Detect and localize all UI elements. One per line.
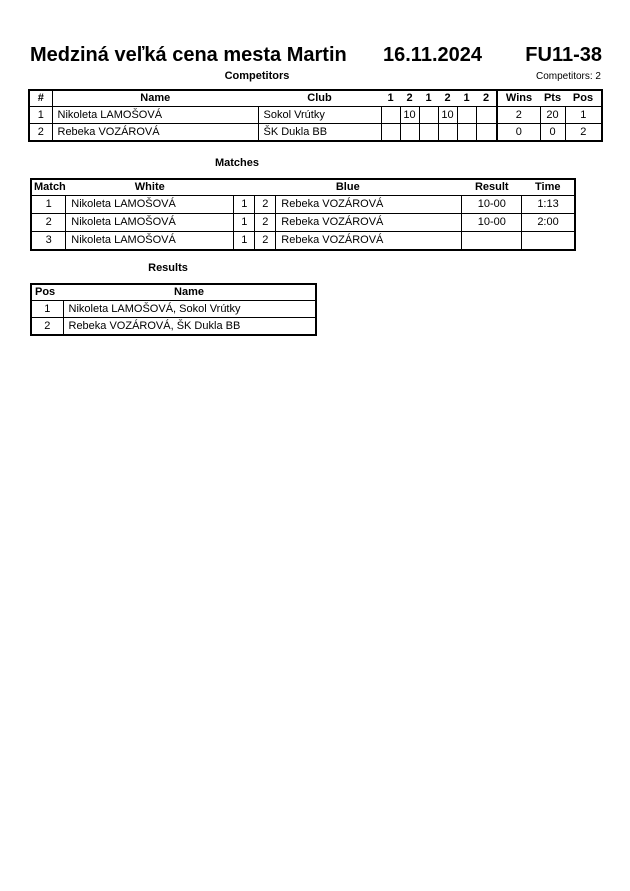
competitor-wins: 0 <box>497 124 540 142</box>
competitors-header-row <box>29 90 602 107</box>
col-white: White <box>66 179 234 196</box>
category-code: FU11-38 <box>525 44 602 66</box>
competitor-pts: 20 <box>540 107 565 124</box>
match-result: 10-00 <box>462 196 522 214</box>
game-score: 10 <box>400 107 419 124</box>
matches-header-row <box>31 179 575 196</box>
match-result <box>462 232 522 251</box>
tournament-title: Medziná veľká cena mesta Martin <box>30 44 347 66</box>
col-wins: Wins <box>497 90 540 107</box>
game-score <box>438 124 457 142</box>
col-club: Club <box>258 90 381 107</box>
col-game-4: 2 <box>438 90 457 107</box>
col-result: Result <box>462 179 522 196</box>
match-row <box>31 196 575 214</box>
match-number: 1 <box>31 196 66 214</box>
game-score <box>419 107 438 124</box>
blue-name: Rebeka VOZÁROVÁ <box>276 214 462 232</box>
result-row <box>31 318 316 336</box>
results-table <box>30 283 317 336</box>
game-score <box>400 124 419 142</box>
matches-heading: Matches <box>214 157 260 169</box>
result-pos: 2 <box>31 318 63 336</box>
competitor-club: ŠK Dukla BB <box>258 124 381 142</box>
col-match: Match <box>31 179 66 196</box>
col-pos: Pos <box>565 90 602 107</box>
blue-seed: 2 <box>255 232 276 251</box>
col-blue: Blue <box>234 179 462 196</box>
col-pts: Pts <box>540 90 565 107</box>
match-row <box>31 214 575 232</box>
competitor-club: Sokol Vrútky <box>258 107 381 124</box>
blue-seed: 2 <box>255 196 276 214</box>
col-num: # <box>29 90 52 107</box>
match-time: 2:00 <box>522 214 575 232</box>
match-number: 3 <box>31 232 66 251</box>
white-seed: 1 <box>234 214 255 232</box>
game-score <box>476 107 497 124</box>
competitor-num: 1 <box>29 107 52 124</box>
competitor-pts: 0 <box>540 124 565 142</box>
result-name: Rebeka VOZÁROVÁ, ŠK Dukla BB <box>63 318 316 336</box>
competitor-name: Rebeka VOZÁROVÁ <box>52 124 258 142</box>
col-pos: Pos <box>31 284 63 301</box>
competitors-table <box>28 89 603 142</box>
matches-table <box>30 178 576 251</box>
competitor-row <box>29 107 602 124</box>
col-game-6: 2 <box>476 90 497 107</box>
game-score <box>419 124 438 142</box>
white-name: Nikoleta LAMOŠOVÁ <box>66 196 234 214</box>
result-row <box>31 301 316 318</box>
col-name: Name <box>63 284 316 301</box>
game-score: 10 <box>438 107 457 124</box>
white-seed: 1 <box>234 232 255 251</box>
match-number: 2 <box>31 214 66 232</box>
competitor-name: Nikoleta LAMOŠOVÁ <box>52 107 258 124</box>
blue-seed: 2 <box>255 214 276 232</box>
game-score <box>457 124 476 142</box>
match-result: 10-00 <box>462 214 522 232</box>
col-game-1: 1 <box>381 90 400 107</box>
blue-name: Rebeka VOZÁROVÁ <box>276 232 462 251</box>
game-score <box>381 124 400 142</box>
game-score <box>476 124 497 142</box>
competitor-row <box>29 124 602 142</box>
results-header-row <box>31 284 316 301</box>
white-name: Nikoleta LAMOŠOVÁ <box>66 214 234 232</box>
results-heading: Results <box>148 262 188 274</box>
competitor-pos: 2 <box>565 124 602 142</box>
match-time <box>522 232 575 251</box>
tournament-date: 16.11.2024 <box>383 44 482 66</box>
competitors-heading: Competitors <box>224 70 290 82</box>
match-time: 1:13 <box>522 196 575 214</box>
col-game-5: 1 <box>457 90 476 107</box>
col-name: Name <box>52 90 258 107</box>
game-score <box>457 107 476 124</box>
col-game-2: 2 <box>400 90 419 107</box>
competitors-count: Competitors: 2 <box>535 71 601 82</box>
result-name: Nikoleta LAMOŠOVÁ, Sokol Vrútky <box>63 301 316 318</box>
white-seed: 1 <box>234 196 255 214</box>
competitor-num: 2 <box>29 124 52 142</box>
match-row <box>31 232 575 251</box>
blue-name: Rebeka VOZÁROVÁ <box>276 196 462 214</box>
col-game-3: 1 <box>419 90 438 107</box>
white-name: Nikoleta LAMOŠOVÁ <box>66 232 234 251</box>
col-time: Time <box>522 179 575 196</box>
game-score <box>381 107 400 124</box>
competitor-wins: 2 <box>497 107 540 124</box>
result-pos: 1 <box>31 301 63 318</box>
competitor-pos: 1 <box>565 107 602 124</box>
